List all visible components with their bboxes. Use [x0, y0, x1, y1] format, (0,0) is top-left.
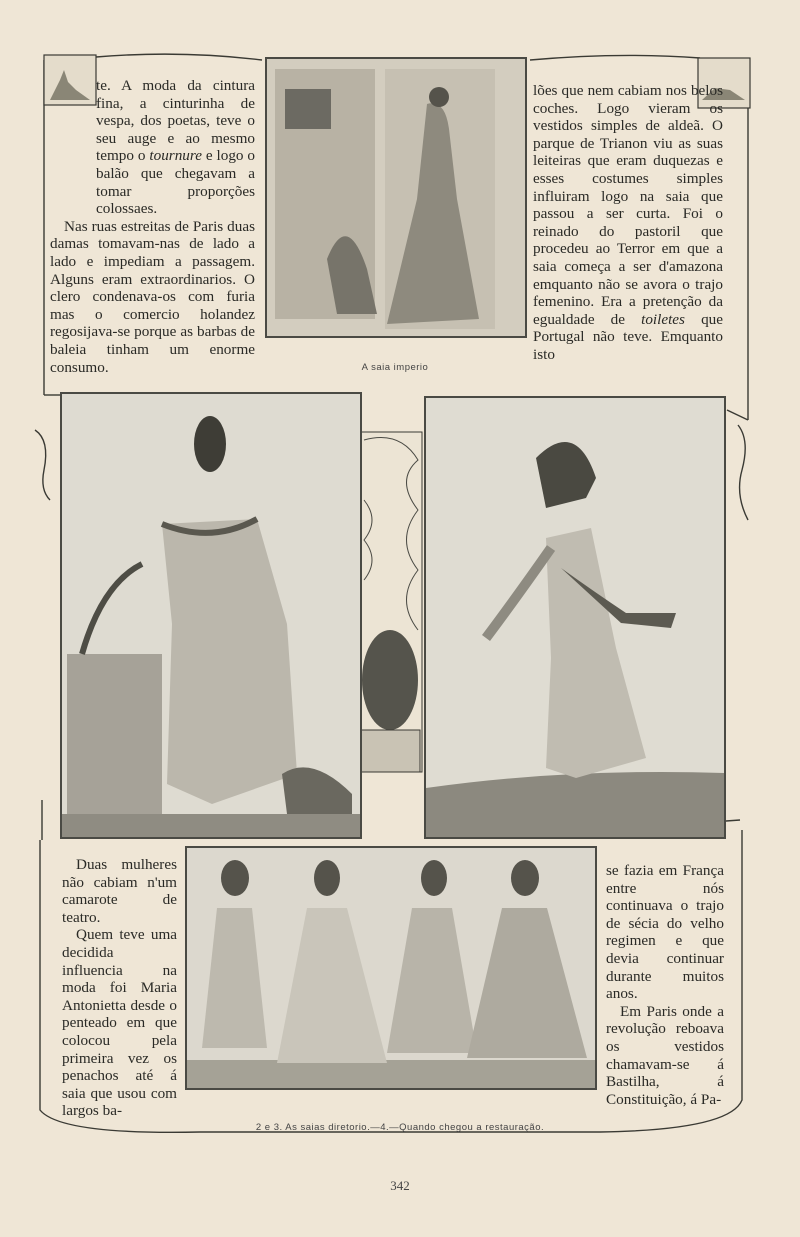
paragraph-4: Duas mulheres não cabiam n'um camarote de teatro. [62, 856, 177, 926]
term-tournure: tournure [149, 147, 202, 165]
paragraph-5: Quem teve uma decidida influencia na moda foi Maria Antonietta desde o penteado em que colocou pela primeira vez os penachos até á saia que usou com largos ba- [62, 926, 177, 1120]
caption-bottom: 2 e 3. As saias diretorio.—4.—Quando chegou a restauração. [255, 1122, 545, 1133]
paragraph-3a: lões que nem cabiam nos belos coches. Logo vieram os vestidos simples de aldeã. O parque de Trianon viu as suas leiteiras que eram duquezas e esses costumes simples influiram logo na saia que passou a ser curta. Foi o reinado do pastoril que procedeu ao Terror em que a saia começa a ser d'amazona emquanto não se avora o trajo femenino. Era a pretenção da egualdade de [533, 82, 723, 328]
paragraph-1b: e logo o balão que chegavam a tomar proporções colossaes. [96, 147, 256, 218]
illustration-restauracao [185, 846, 597, 1090]
column-bottom-right [606, 862, 724, 1108]
restoration-fashion-engraving [187, 848, 595, 1088]
paragraph-7: Em Paris onde a revolução reboava os vestidos chamavam-se á Bastilha, á Constituição, á Pa- [606, 1002, 724, 1108]
illustration-saia-diretorio-3 [424, 396, 726, 839]
directoire-dress-walking-engraving [426, 398, 724, 837]
illustration-saia-diretorio-2 [60, 392, 362, 839]
empire-dress-engraving [267, 59, 525, 336]
column-top-left [50, 77, 255, 376]
illustration-saia-imperio [265, 57, 527, 338]
column-bottom-left [62, 856, 177, 1120]
page-number: 342 [390, 1178, 410, 1193]
column-top-right [533, 82, 723, 364]
paragraph-6: se fazia em França entre nós continuava o trajo de sécia do velho regimen e que devia continuar durante muitos anos. [606, 862, 724, 1003]
paragraph-2: Nas ruas estreitas de Paris duas damas tomavam-nas de lado a lado e impediam a passagem. Alguns eram extraordinarios. O clero condenava-os com furia mas o comercio holandez regosijava-se porque as barbas de baleia tinham um enorme consumo. [50, 217, 255, 376]
term-toiletes: toiletes [641, 310, 685, 328]
paragraph-1a: te. A moda da cintura fina, a cinturinha de vespa, dos poetas, teve o seu auge e ao mesmo tempo o [96, 77, 255, 165]
paragraph-3b: que Portugal não teve. Emquanto isto [533, 310, 723, 363]
directoire-dress-back-engraving [62, 394, 360, 837]
caption-saia-imperio: A saia imperio [361, 362, 429, 373]
